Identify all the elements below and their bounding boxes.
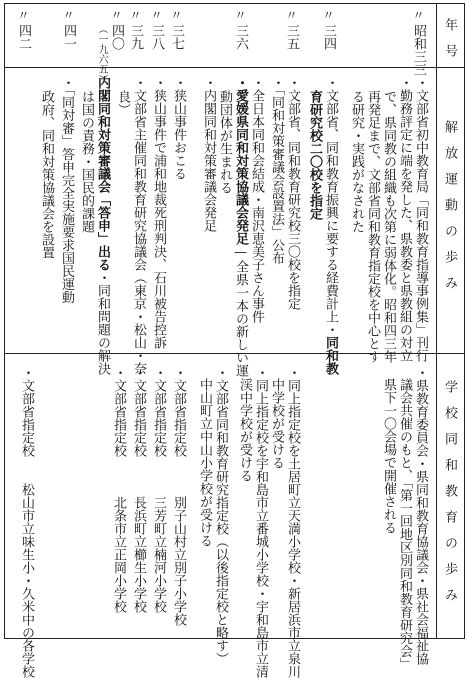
liberation-line: ・文部省、同和教育研究校三〇校を指定 [285,76,300,310]
liberation-line: ・内閣同和対策審議会発足 [201,76,216,232]
school-line: 中山町立中山小学校が受ける [197,378,212,547]
school-line: 渓中学校が受ける [237,378,252,482]
school-line: ・同上指定校を土居町立天満小学校・新居浜市立泉川 [285,366,300,678]
liberation-line: ・狭山事件おこる [171,76,186,180]
school-line: 議会共催のもと、「第一回地区別同和教育研究会」 [397,378,412,671]
ditto-mark: 〃 [411,9,425,21]
year-cell: 四〇 [109,24,124,50]
liberation-line: ・全日本同和会結成・南沢恵美子さん事件 [249,76,264,323]
school-line: ・文部省指定校 三芳町立楠河小学校 [151,366,166,613]
school-line: 県下一〇会場で開催される [381,378,396,534]
school-line: ・文部省指定校 別子山村立別子小学校 [171,366,186,626]
liberation-line: で、県同教の組織も次第に弱体化。昭和四三年 [381,90,396,363]
liberation-line: ・愛媛県同和対策協議会発足—全県一本の新しい運 [233,76,248,377]
year-cell: 三八 [149,24,164,50]
liberation-line: ・狭山事件で浦和地裁死刑判決、石川被告控訴 [151,76,166,349]
ditto-mark: 〃 [16,9,30,21]
ditto-mark: 〃 [321,9,335,21]
school-line: ・文部省指定校 長浜町立櫛生小学校 [131,366,146,613]
year-western: （一九六五） [96,24,107,84]
liberation-line: ・文部省主催同和教育研究協議会（東京・松山・奈 [131,76,146,375]
ditto-mark: 〃 [109,9,123,21]
liberation-line: ・「同対審」答申完全実施要求国民運動 [59,76,74,304]
year-cell: 四一 [61,24,76,50]
liberation-line: ・「同和対策審議会設置法」公布 [269,76,284,265]
year-cell: 三九 [128,24,143,50]
liberation-line: 政府、同和対策協議会を設置 [39,90,54,259]
header-school: 学 校 同 和 教 育 の 歩 み [442,380,457,601]
liberation-line: は国の責務・国民的課題 [79,90,94,233]
year-cell: 三四 [321,24,336,50]
ditto-mark: 〃 [169,9,183,21]
school-line: ・県教育委員会・県同和教育協議会・県社会福祉協 [413,366,428,665]
liberation-line: る研究・実践がなされた [349,90,364,233]
ditto-mark: 〃 [61,9,75,21]
liberation-line: 動団体が生まれる [217,90,232,194]
year-cell: 三七 [169,24,184,50]
year-cell: 三六 [233,24,248,50]
ditto-mark: 〃 [149,9,163,21]
liberation-line: 内閣同和対策審議会「答申」出る・同和問題の解決 [95,76,110,375]
year-cell: 四二 [16,24,31,50]
ditto-mark: 〃 [233,9,247,21]
liberation-line: 育研究校二〇校を指定 [307,90,322,220]
ditto-mark: 〃 [128,9,142,21]
header-year: 年 号 [442,18,457,57]
rule-year [4,67,465,68]
liberation-line: ・文部省初中教育局「同和教育指導事例集」刊行 [413,76,428,362]
year-cell: 三五 [284,24,299,50]
liberation-line: ・文部省、同和教育振興に要する経費計上・同和教 [323,76,338,375]
ditto-mark: 〃 [284,9,298,21]
school-line: 中学校が受ける [269,378,284,469]
school-line: ・文部省同和教育研究指定校（以後指定校と略す） [213,366,228,665]
rule-header [436,3,437,639]
school-line: ・文部省指定校 松山市立味生小・久米中の各学校 [19,366,34,678]
liberation-line: 良） [115,90,130,116]
header-liberation: 解 放 運 動 の 歩 み [442,120,457,289]
school-line: ・同上指定校を宇和島市立番城小学校・宇和島市立清 [253,366,268,678]
liberation-line: 再発足まで、文部省同和教育指定校を中心とす [365,90,380,363]
year-cell: 昭和三三 [411,24,426,76]
school-line: ・文部省指定校 北条市立正岡小学校 [111,366,126,613]
liberation-line: ・勤務評定に端を発した、県教委と県教組の対立 [397,76,412,362]
